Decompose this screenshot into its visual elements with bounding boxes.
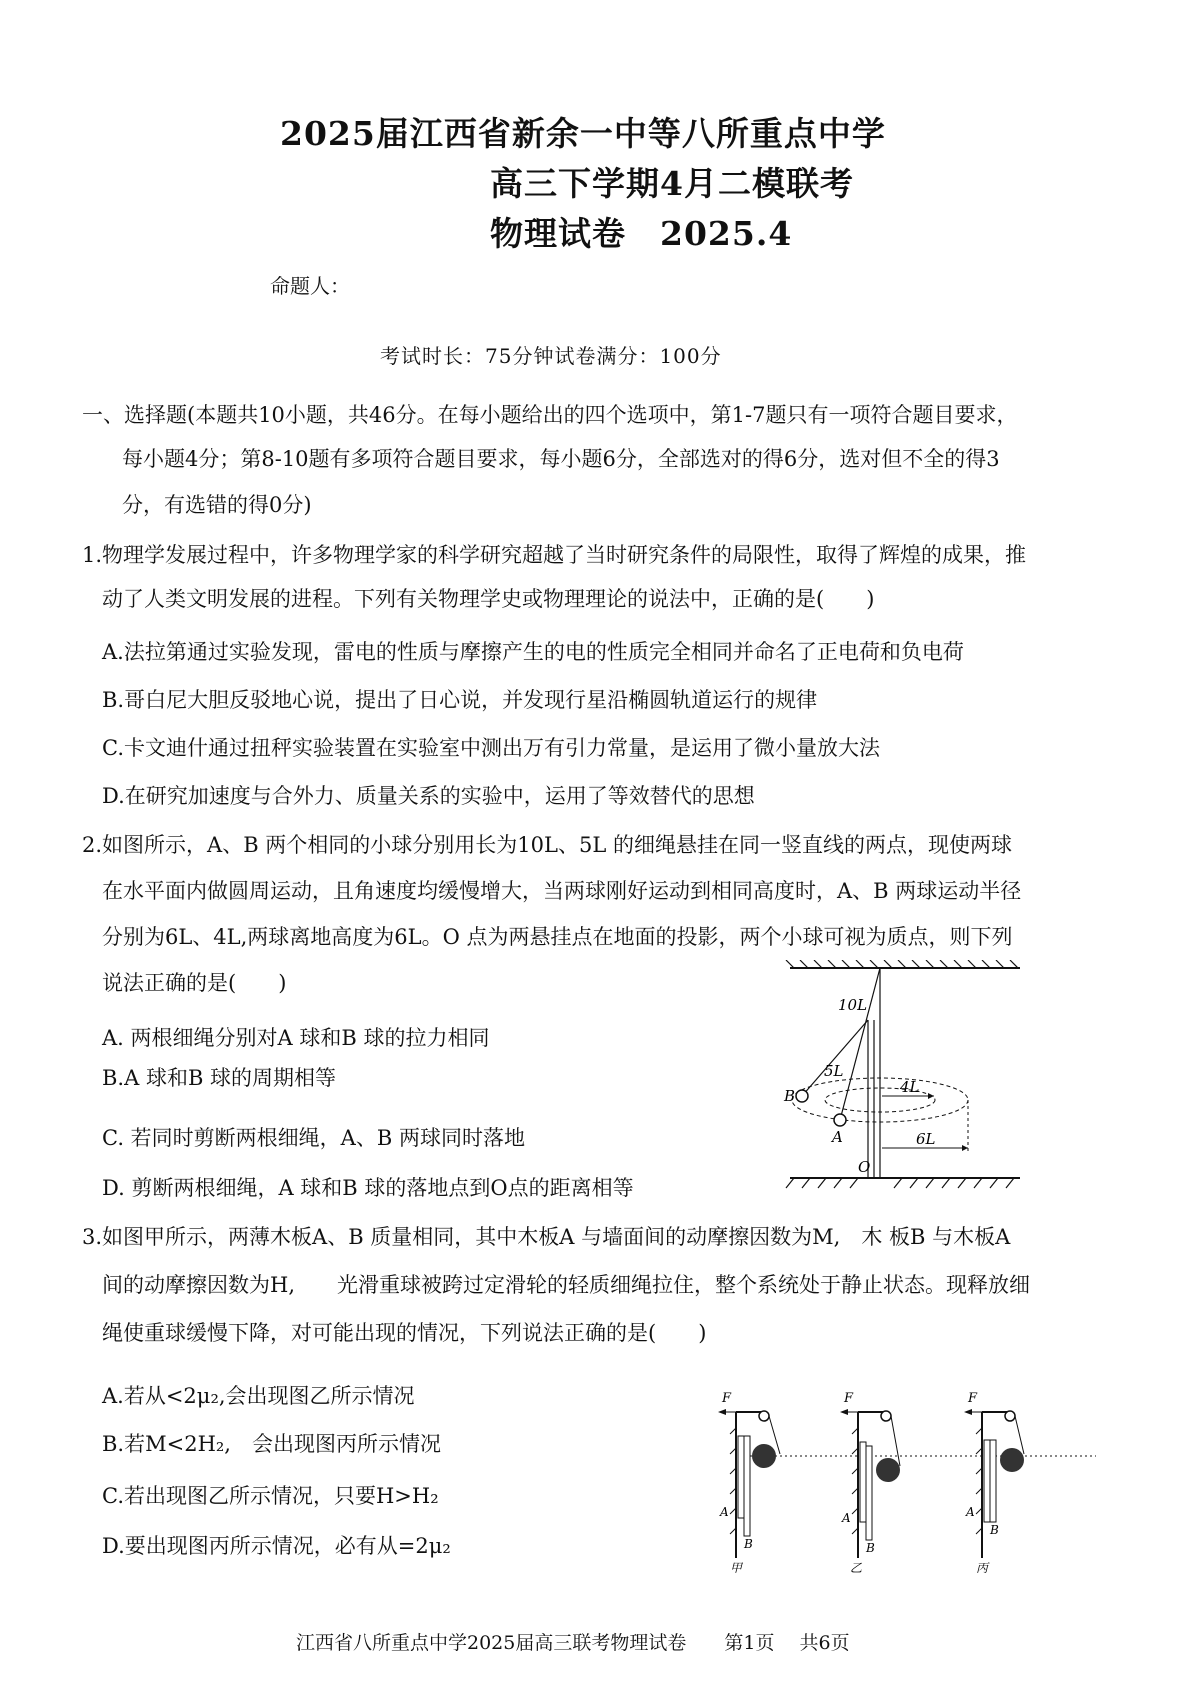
q2-pendulum-figure — [780, 960, 1080, 1200]
force-label-1: F — [722, 1391, 732, 1406]
section-instructions-line-1: 一、选择题(本题共10小题，共46分。在每小题给出的四个选项中，第1-7题只有一项符合题目要求， — [82, 403, 1018, 427]
board-b-label-1: B — [744, 1537, 753, 1551]
q2-option-c: C. 若同时剪断两根细绳，A、B 两球同时落地 — [102, 1126, 525, 1150]
panel-jia — [718, 1391, 780, 1575]
board-a-label-3: A — [966, 1505, 975, 1519]
q2-stem-line-2: 在水平面内做圆周运动，且角速度均缓慢增大，当两球刚好运动到相同高度时，A、B 两球运动半径 — [102, 879, 1022, 903]
q1-option-a: A.法拉第通过实验发现，雷电的性质与摩擦产生的电的性质完全相同并命名了正电荷和负电荷 — [102, 640, 964, 664]
q3-stem-line-3: 绳使重球缓慢下降，对可能出现的情况，下列说法正确的是( ) — [102, 1321, 707, 1345]
q1-stem-line-1: 1.物理学发展过程中，许多物理学家的科学研究超越了当时研究条件的局限性，取得了辉煌的成果，推 — [82, 543, 1027, 567]
q3-boards-figure — [700, 1388, 1100, 1578]
board-b-label-3: B — [990, 1523, 999, 1537]
label-5l: 5L — [824, 1062, 844, 1080]
label-10l: 10L — [838, 996, 868, 1014]
q3-stem-line-2: 间的动摩擦因数为H, 光滑重球被跨过定滑轮的轻质细绳拉住，整个系统处于静止状态。现释放细 — [102, 1273, 1030, 1297]
q3-option-c: C.若出现图乙所示情况，只要H>H₂ — [102, 1484, 439, 1508]
q3-option-a: A.若从<2μ₂,会出现图乙所示情况 — [102, 1384, 415, 1408]
title-line-2: 高三下学期4月二模联考 — [490, 164, 854, 203]
title-line-3: 物理试卷 2025.4 — [490, 214, 793, 253]
label-o: O — [858, 1158, 871, 1176]
ball-a-icon — [834, 1114, 846, 1126]
q3-option-b: B.若M<2H₂, 会出现图丙所示情况 — [102, 1432, 441, 1456]
q3-option-d: D.要出现图丙所示情况，必有从=2μ₂ — [102, 1534, 451, 1558]
q1-option-d: D.在研究加速度与合外力、质量关系的实验中，运用了等效替代的思想 — [102, 784, 755, 808]
label-6l: 6L — [916, 1130, 936, 1148]
q2-stem-line-3: 分别为6L、4L,两球离地高度为6L。O 点为两悬挂点在地面的投影，两个小球可视为质点，则下列 — [102, 925, 1013, 949]
panel-label-yi: 乙 — [850, 1561, 863, 1575]
q2-stem-line-1: 2.如图所示，A、B 两个相同的小球分别用长为10L、5L 的细绳悬挂在同一竖直线的两点，现使两球 — [82, 833, 1012, 857]
label-a: A — [832, 1128, 843, 1146]
q3-stem-line-1: 3.如图甲所示，两薄木板A、B 质量相同，其中木板A 与墙面间的动摩擦因数为M, 木 板B 与木板A — [82, 1225, 1011, 1249]
q2-option-b: B.A 球和B 球的周期相等 — [102, 1066, 337, 1090]
q1-option-b: B.哥白尼大胆反驳地心说，提出了日心说，并发现行星沿椭圆轨道运行的规律 — [102, 688, 818, 712]
ball-b-icon — [796, 1090, 808, 1102]
author-label: 命题人： — [270, 274, 350, 298]
q1-stem-line-2: 动了人类文明发展的进程。下列有关物理学史或物理理论的说法中，正确的是( ) — [102, 587, 875, 611]
panel-bing — [964, 1391, 1024, 1575]
section-instructions-line-2: 每小题4分；第8-10题有多项符合题目要求，每小题6分，全部选对的得6分，选对但不全的得3 — [122, 447, 1000, 471]
exam-info: 考试时长：75分钟试卷满分：100分 — [380, 344, 722, 368]
title-line-1: 2025届江西省新余一中等八所重点中学 — [280, 114, 886, 153]
panel-yi — [840, 1391, 900, 1575]
force-label-3: F — [968, 1391, 978, 1406]
panel-label-jia: 甲 — [730, 1561, 743, 1575]
q2-option-d: D. 剪断两根细绳，A 球和B 球的落地点到O点的距离相等 — [102, 1176, 634, 1200]
q1-option-c: C.卡文迪什通过扭秤实验装置在实验室中测出万有引力常量，是运用了微小量放大法 — [102, 736, 880, 760]
board-a-label-2: A — [842, 1511, 851, 1525]
board-b-label-2: B — [866, 1541, 875, 1555]
section-instructions-line-3: 分，有选错的得0分) — [122, 493, 312, 517]
board-a-label-1: A — [720, 1505, 729, 1519]
page-footer: 江西省八所重点中学2025届高三联考物理试卷 第1页 共6页 — [296, 1632, 850, 1654]
q2-option-a: A. 两根细绳分别对A 球和B 球的拉力相同 — [102, 1026, 490, 1050]
panel-label-bing: 丙 — [976, 1561, 989, 1575]
force-label-2: F — [844, 1391, 854, 1406]
q2-stem-line-4: 说法正确的是( ) — [102, 971, 287, 995]
label-b: B — [784, 1087, 796, 1105]
label-4l: 4L — [900, 1078, 920, 1096]
